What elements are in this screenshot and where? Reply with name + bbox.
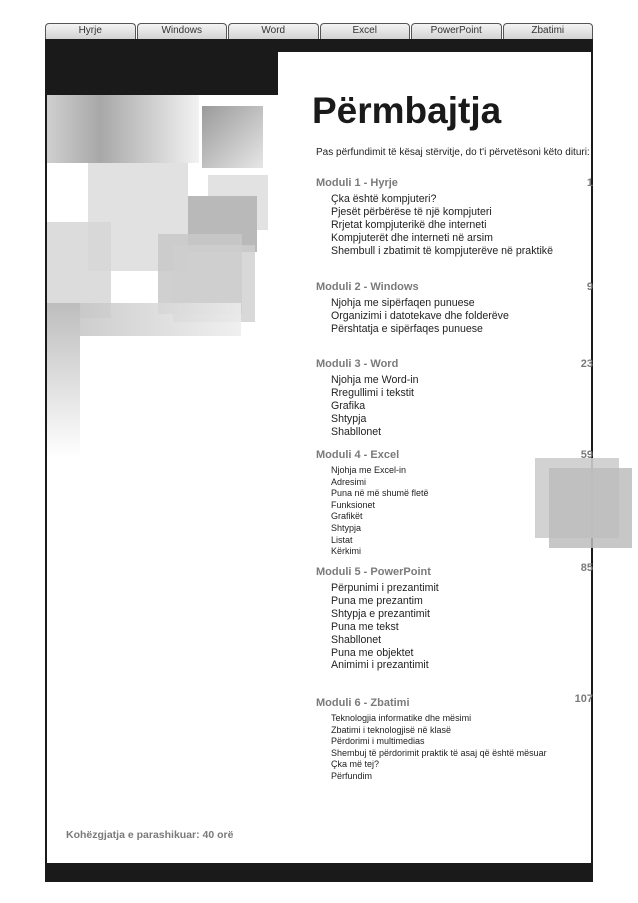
list-item: Shtypja bbox=[331, 412, 367, 425]
list-item: Njohja me Excel-in bbox=[331, 465, 407, 475]
tab-zbatimi[interactable]: Zbatimi bbox=[503, 23, 594, 39]
decor-square bbox=[47, 95, 199, 163]
list-item: Puna me tekst bbox=[331, 620, 399, 633]
list-item: Shabllonet bbox=[331, 633, 382, 646]
module-4 bbox=[316, 449, 593, 558]
bottom-line bbox=[45, 880, 593, 882]
list-item: Përfundim bbox=[331, 770, 373, 781]
list-item: Listat bbox=[331, 534, 353, 545]
header-black-block bbox=[45, 52, 278, 95]
tab-hyrje[interactable]: Hyrje bbox=[45, 23, 136, 39]
list-item: Kërkimi bbox=[331, 546, 362, 557]
module-items bbox=[316, 374, 593, 439]
module-items bbox=[316, 193, 593, 258]
list-item: Funksionet bbox=[331, 499, 376, 510]
module-items bbox=[316, 465, 593, 558]
decor-square bbox=[202, 106, 263, 168]
list-item: Njohja me sipërfaqen punuese bbox=[331, 297, 475, 309]
module-2 bbox=[316, 281, 593, 336]
module-title[interactable]: Moduli 3 - Word bbox=[316, 358, 399, 370]
list-item: Puna me objektet bbox=[331, 646, 414, 659]
list-item: Njohja me Word-in bbox=[331, 374, 419, 386]
list-item: Puna me prezantim bbox=[331, 594, 423, 607]
list-item: Animimi i prezantimit bbox=[331, 659, 429, 672]
module-page-number: 1 bbox=[586, 177, 593, 189]
decor-square bbox=[47, 303, 80, 458]
module-items bbox=[316, 582, 593, 672]
list-item: Shtypja e prezantimit bbox=[331, 607, 430, 620]
bottom-bar bbox=[45, 863, 593, 880]
module-items bbox=[316, 713, 593, 783]
list-item: Përpunimi i prezantimit bbox=[331, 582, 439, 594]
list-item: Teknologjia informatike dhe mësimi bbox=[331, 713, 472, 723]
tab-word[interactable]: Word bbox=[228, 23, 319, 39]
intro-text: Pas përfundimit të kësaj stërvitje, do t'i përvetësoni këto dituri: bbox=[316, 147, 590, 158]
list-item: Shembuj të përdorimit praktik të asaj që është mësuar bbox=[331, 747, 547, 758]
module-title[interactable]: Moduli 2 - Windows bbox=[316, 281, 419, 293]
module-title[interactable]: Moduli 4 - Excel bbox=[316, 449, 400, 461]
module-6 bbox=[316, 693, 593, 783]
page-title: Përmbajtja bbox=[312, 90, 502, 131]
module-title[interactable]: Moduli 1 - Hyrje bbox=[316, 177, 398, 189]
list-item: Shtypja bbox=[331, 522, 362, 533]
module-items bbox=[316, 297, 593, 336]
list-item: Përdorimi i multimedias bbox=[331, 736, 425, 747]
duration-note: Kohëzgjatja e parashikuar: 40 orë bbox=[66, 829, 234, 841]
list-item: Pjesët përbërëse të një kompjuteri bbox=[331, 205, 492, 218]
list-item: Zbatimi i teknologjisë në klasë bbox=[331, 724, 452, 735]
list-item: Puna në më shumë fletë bbox=[331, 488, 429, 499]
top-bar bbox=[45, 39, 593, 52]
module-page-number: 23 bbox=[580, 358, 593, 370]
module-1 bbox=[316, 177, 593, 258]
list-item: Çka më tej? bbox=[331, 759, 380, 770]
module-page-number: 85 bbox=[580, 562, 593, 574]
list-item: Grafika bbox=[331, 399, 366, 412]
tab-powerpoint[interactable]: PowerPoint bbox=[411, 23, 502, 39]
list-item: Grafikët bbox=[331, 511, 363, 522]
tab-windows[interactable]: Windows bbox=[137, 23, 228, 39]
module-page-number: 9 bbox=[586, 281, 593, 293]
list-item: Shembull i zbatimit të kompjuterëve në praktikë bbox=[331, 244, 553, 257]
list-item: Kompjuterët dhe interneti në arsim bbox=[331, 231, 493, 244]
tab-bar bbox=[45, 23, 593, 39]
list-item: Çka është kompjuteri? bbox=[331, 193, 437, 205]
list-item: Rrjetat kompjuterikë dhe interneti bbox=[331, 218, 487, 231]
module-page-number: 59 bbox=[580, 449, 593, 461]
module-page-number: 107 bbox=[574, 693, 593, 705]
list-item: Shabllonet bbox=[331, 425, 382, 438]
tab-excel[interactable]: Excel bbox=[320, 23, 411, 39]
list-item: Rregullimi i tekstit bbox=[331, 386, 415, 399]
module-3 bbox=[316, 358, 593, 439]
module-title[interactable]: Moduli 6 - Zbatimi bbox=[316, 697, 410, 709]
module-title[interactable]: Moduli 5 - PowerPoint bbox=[316, 566, 431, 578]
list-item: Përshtatja e sipërfaqes punuese bbox=[331, 322, 483, 335]
module-5 bbox=[316, 562, 593, 672]
list-item: Organizimi i datotekave dhe folderëve bbox=[331, 309, 509, 322]
frame-left-border bbox=[45, 52, 47, 882]
list-item: Adresimi bbox=[331, 476, 367, 487]
